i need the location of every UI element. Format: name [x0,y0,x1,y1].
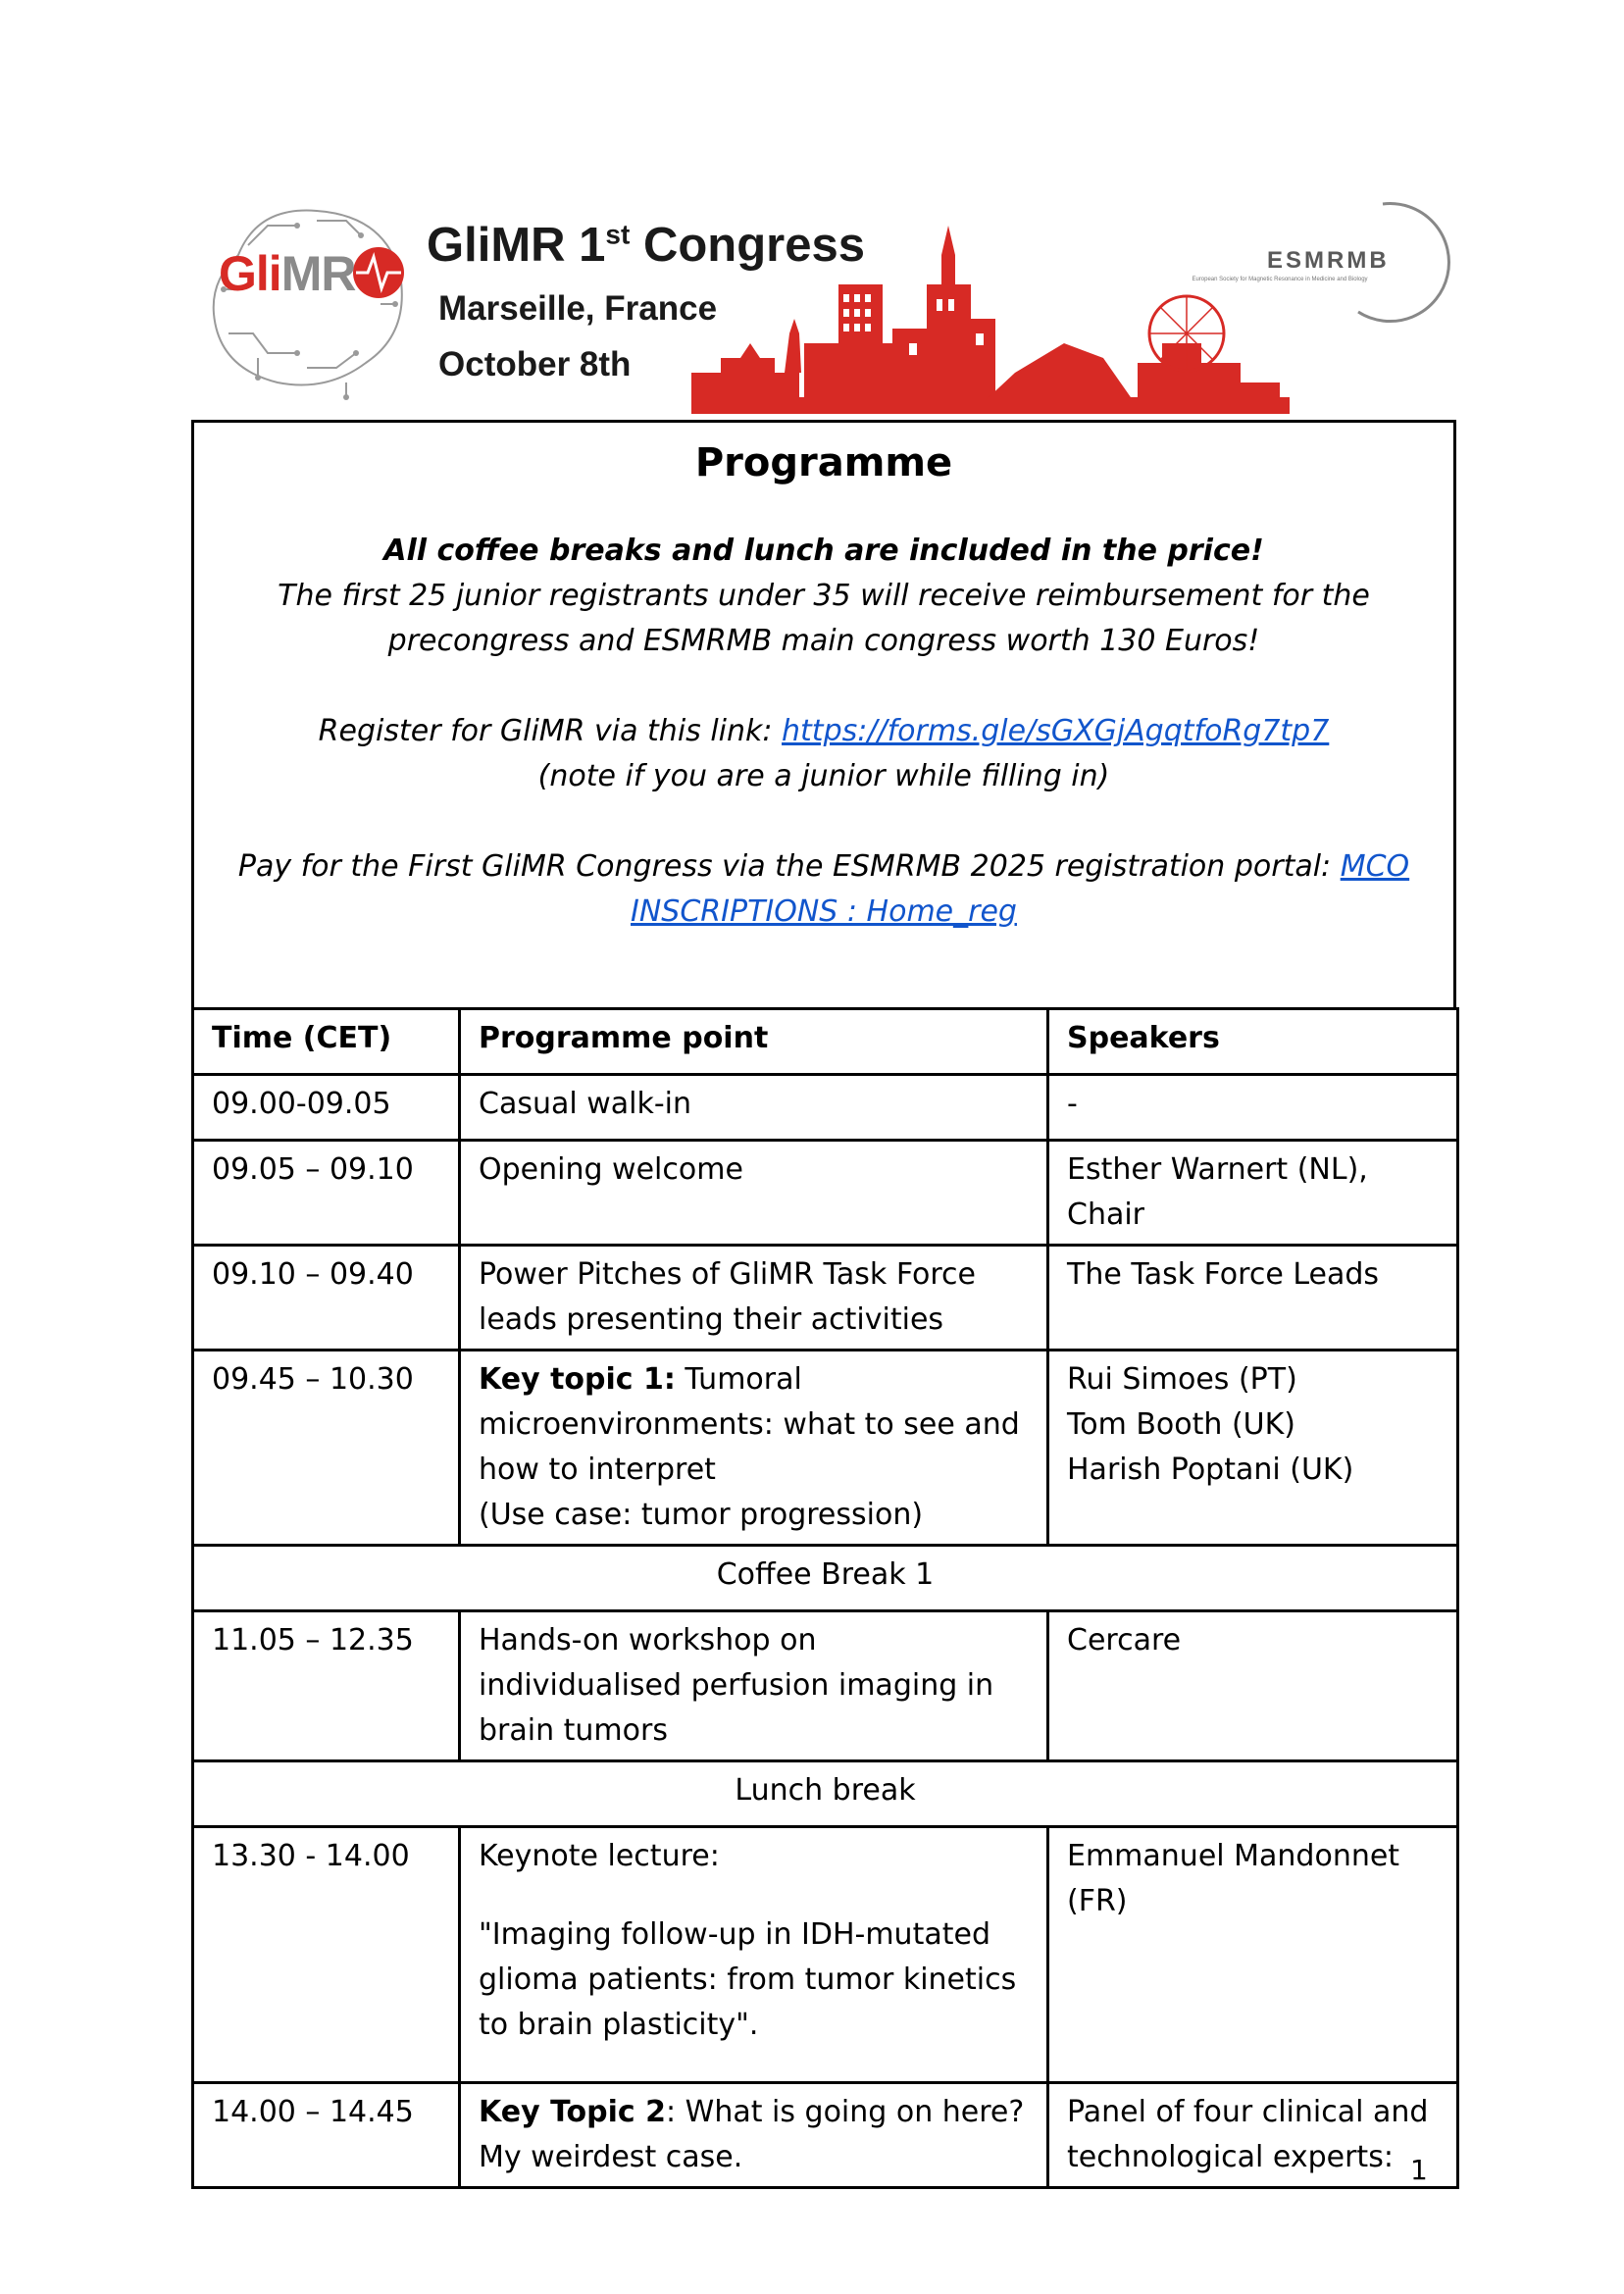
speaker-name: Rui Simoes (PT) [1067,1362,1297,1397]
table-row [193,2083,1458,2188]
lunch-break-cell: Lunch break [193,1761,1458,1827]
programme-point-cell: Casual walk-in [460,1075,1048,1141]
time-cell: 11.05 – 12.35 [193,1611,460,1761]
time-cell: 09.10 – 09.40 [193,1246,460,1351]
table-row [193,1827,1458,2083]
logo-mr: MR [280,246,356,301]
schedule-table [191,1007,1459,2189]
speaker-name: Tom Booth (UK) [1067,1407,1295,1442]
programme-intro [194,529,1453,935]
esmrmb-logo-text: ESMRMB [1267,247,1390,274]
header-time: Time (CET) [193,1009,460,1075]
time-cell: 09.00-09.05 [193,1075,460,1141]
time-cell: 09.05 – 09.10 [193,1141,460,1246]
table-row [193,1351,1458,1546]
keynote-label: Keynote lecture: [479,1839,720,1873]
header-programme-point: Programme point [460,1009,1048,1075]
congress-place: Marseille, France [438,289,718,328]
congress-title-tail: Congress [630,219,865,272]
payment-line [194,844,1453,890]
congress-banner [191,196,1456,414]
speakers-cell: Cercare [1048,1611,1458,1761]
register-prefix: Register for GliMR via this link: [318,714,783,748]
table-row [193,1075,1458,1141]
register-note: (note if you are a junior while filling in) [537,759,1110,793]
page-number: 1 [1410,2154,1428,2186]
time-cell: 14.00 – 14.45 [193,2083,460,2188]
programme-point-cell [460,2083,1048,2188]
congress-title-main: GliMR 1 [427,219,606,272]
break-row [193,1546,1458,1611]
speakers-cell [1048,1351,1458,1546]
congress-title-sup: st [605,219,631,250]
break-row [193,1761,1458,1827]
logo-gli: Gli [219,246,281,301]
key-topic-text: Tumoral microenvironments: what to see and how to interpret [479,1362,1020,1487]
programme-point-cell [460,1351,1048,1546]
congress-date: October 8th [438,345,632,383]
programme-point-cell: Hands-on workshop on individualised perfusion imaging in brain tumors [460,1611,1048,1761]
payment-prefix: Pay for the First GliMR Congress via the ESMRMB 2025 registration portal: [237,849,1341,884]
time-cell: 13.30 - 14.00 [193,1827,460,2083]
key-topic-label: Key Topic 2 [479,2095,667,2129]
speakers-cell: Esther Warnert (NL), Chair [1048,1141,1458,1246]
register-line [194,709,1453,754]
keynote-title: "Imaging follow-up in IDH-mutated glioma patients: from tumor kinetics to brain plasticity". [479,1917,1017,2042]
table-header-row [193,1009,1458,1075]
junior-reimbursement-line-1: The first 25 junior registrants under 35 will receive reimbursement for the [278,579,1370,613]
table-row [193,1141,1458,1246]
table-row [193,1246,1458,1351]
speakers-cell: Emmanuel Mandonnet (FR) [1048,1827,1458,2083]
speakers-cell: The Task Force Leads [1048,1246,1458,1351]
speaker-name: Harish Poptani (UK) [1067,1453,1354,1487]
key-topic-label: Key topic 1: [479,1362,676,1397]
payment-link-part-2[interactable]: INSCRIPTIONS : Home_reg [631,894,1017,929]
table-row [193,1611,1458,1761]
speakers-cell: Panel of four clinical and technological experts: [1048,2083,1458,2188]
programme-intro-box [191,420,1456,1009]
programme-point-cell [460,1827,1048,2083]
speakers-cell: - [1048,1075,1458,1141]
time-cell: 09.45 – 10.30 [193,1351,460,1546]
key-topic-note: (Use case: tumor progression) [479,1498,924,1532]
header-speakers: Speakers [1048,1009,1458,1075]
coffee-break-cell: Coffee Break 1 [193,1546,1458,1611]
key-topic-text: : What is going on here? My weirdest case. [479,2095,1025,2174]
payment-link-part-1[interactable]: MCO [1340,849,1410,884]
register-link[interactable]: https://forms.gle/sGXGjAgqtfoRg7tp7 [782,714,1330,748]
esmrmb-logo-subtitle: European Society for Magnetic Resonance in Medicine and Biology [1192,277,1368,282]
programme-point-cell: Power Pitches of GliMR Task Force leads presenting their activities [460,1246,1048,1351]
payment-line-2 [194,890,1453,935]
junior-reimbursement-line-2: precongress and ESMRMB main congress worth 130 Euros! [387,624,1260,658]
catering-note: All coffee breaks and lunch are included in the price! [383,534,1264,568]
glimr-logo-text [219,245,355,302]
programme-title: Programme [694,440,953,485]
programme-point-cell: Opening welcome [460,1141,1048,1246]
